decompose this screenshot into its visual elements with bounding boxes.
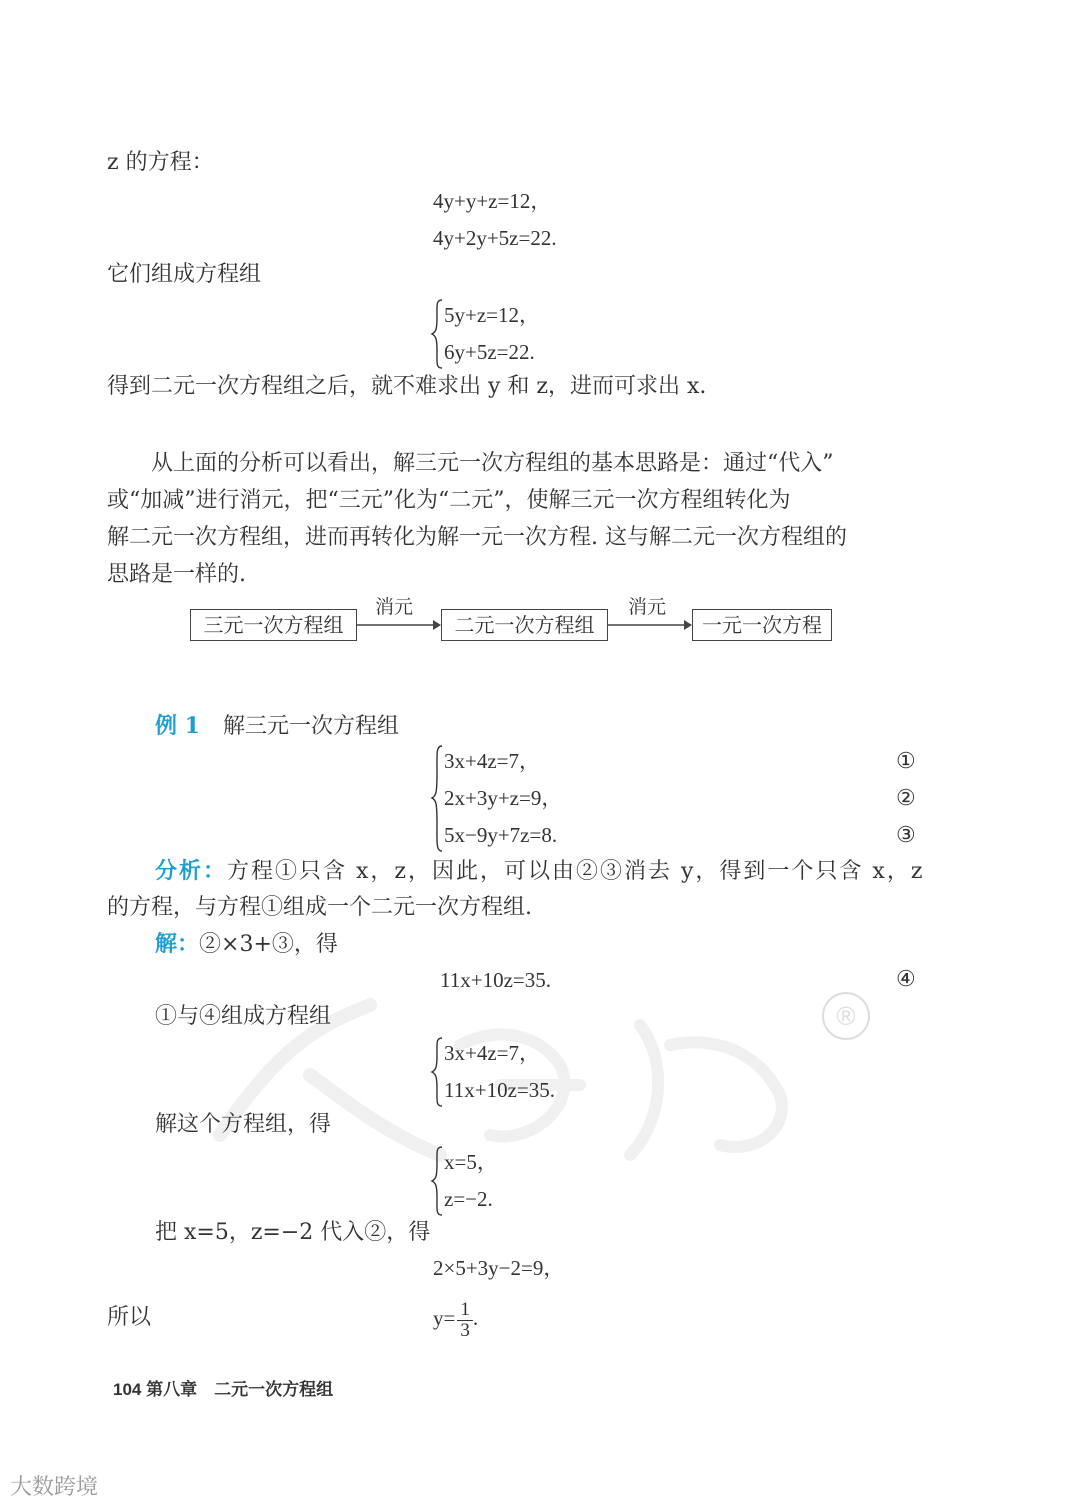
intro-line: z 的方程： [107,150,214,175]
example-label: 例 1 [155,713,200,739]
flow-box-two-variable: 二元一次方程组 [441,609,608,641]
solution-label: 解： [155,931,200,957]
paragraph-line: 或“加减”进行消元，把“三元”化为“二元”，使解三元一次方程组转化为 [107,488,791,513]
example-eq-2: 2x+3y+z=9， [444,786,563,810]
fraction-denominator: 3 [460,1319,470,1341]
flow-box-three-variable: 三元一次方程组 [190,609,357,641]
left-brace-icon [430,743,444,854]
equation-a2: 4y+2y+5z=22. [433,226,557,250]
combine-sentence: 它们组成方程组 [107,262,262,287]
after-sentence: 得到二元一次方程组之后，就不难求出 y 和 z，进而可求出 x. [107,374,707,399]
left-brace-icon [430,1144,444,1218]
example-heading [155,711,399,742]
page-footer: 104 第八章 二元一次方程组 [113,1380,334,1399]
arrow-right-icon [608,618,692,632]
fraction-numerator: 1 [457,1300,473,1321]
paragraph-line: 思路是一样的. [107,562,246,587]
flow-arrow-label-1: 消元 [375,596,414,618]
system-a-row1: 5y+z=12， [444,303,541,327]
y-end: . [472,1306,479,1330]
system-b-row1: 3x+4z=7， [444,1041,541,1065]
solution-line-1 [155,929,338,960]
registered-mark: ® [822,992,870,1040]
analysis-line-1 [155,856,924,887]
example-eq-3: 5x−9y+7z=8. [444,823,558,847]
flow-arrow-label-2: 消元 [628,596,667,618]
arrow-right-icon [357,618,441,632]
example-eq-1: 3x+4z=7， [444,749,541,773]
paragraph-line: 从上面的分析可以看出，解三元一次方程组的基本思路是：通过“代入” [107,451,834,476]
solution-step-3: 解这个方程组，得 [155,1112,332,1137]
method-paragraph [107,445,922,593]
system-a-row2: 6y+5z=22. [444,340,535,364]
equation-a1: 4y+y+z=12， [433,189,552,213]
equation-marker-1: ① [896,749,916,774]
corner-logo: 大数跨境 [10,1474,99,1499]
y-lhs: y= [433,1306,456,1330]
analysis-text-1: 方程①只含 x，z，因此，可以由②③消去 y，得到一个只含 x，z [227,859,925,884]
system-c-row2: z=−2. [444,1187,493,1211]
equation-marker-3: ③ [896,823,916,848]
equation-marker-4: ④ [896,967,916,992]
flow-box-one-variable: 一元一次方程 [692,609,832,641]
left-brace-icon [430,297,444,371]
system-c-row1: x=5， [444,1150,498,1174]
equation-4: 11x+10z=35. [440,968,551,992]
so-label: 所以 [107,1305,152,1330]
solution-step-4: 把 x=5，z=−2 代入②，得 [155,1220,431,1245]
left-brace-icon [430,1035,444,1109]
fraction [457,1300,473,1341]
solution-step-2: ①与④组成方程组 [155,1004,332,1029]
y-result [433,1294,478,1342]
analysis-line-2: 的方程，与方程①组成一个二元一次方程组. [107,895,532,920]
system-b-row2: 11x+10z=35. [444,1078,555,1102]
paragraph-line: 解二元一次方程组，进而再转化为解一元一次方程. 这与解二元一次方程组的 [107,525,847,550]
equation-marker-2: ② [896,786,916,811]
equation-5: 2×5+3y−2=9， [433,1256,565,1280]
example-title: 解三元一次方程组 [222,714,399,739]
analysis-label: 分析： [155,858,228,884]
solution-step-1: ②×3+③，得 [199,932,338,957]
